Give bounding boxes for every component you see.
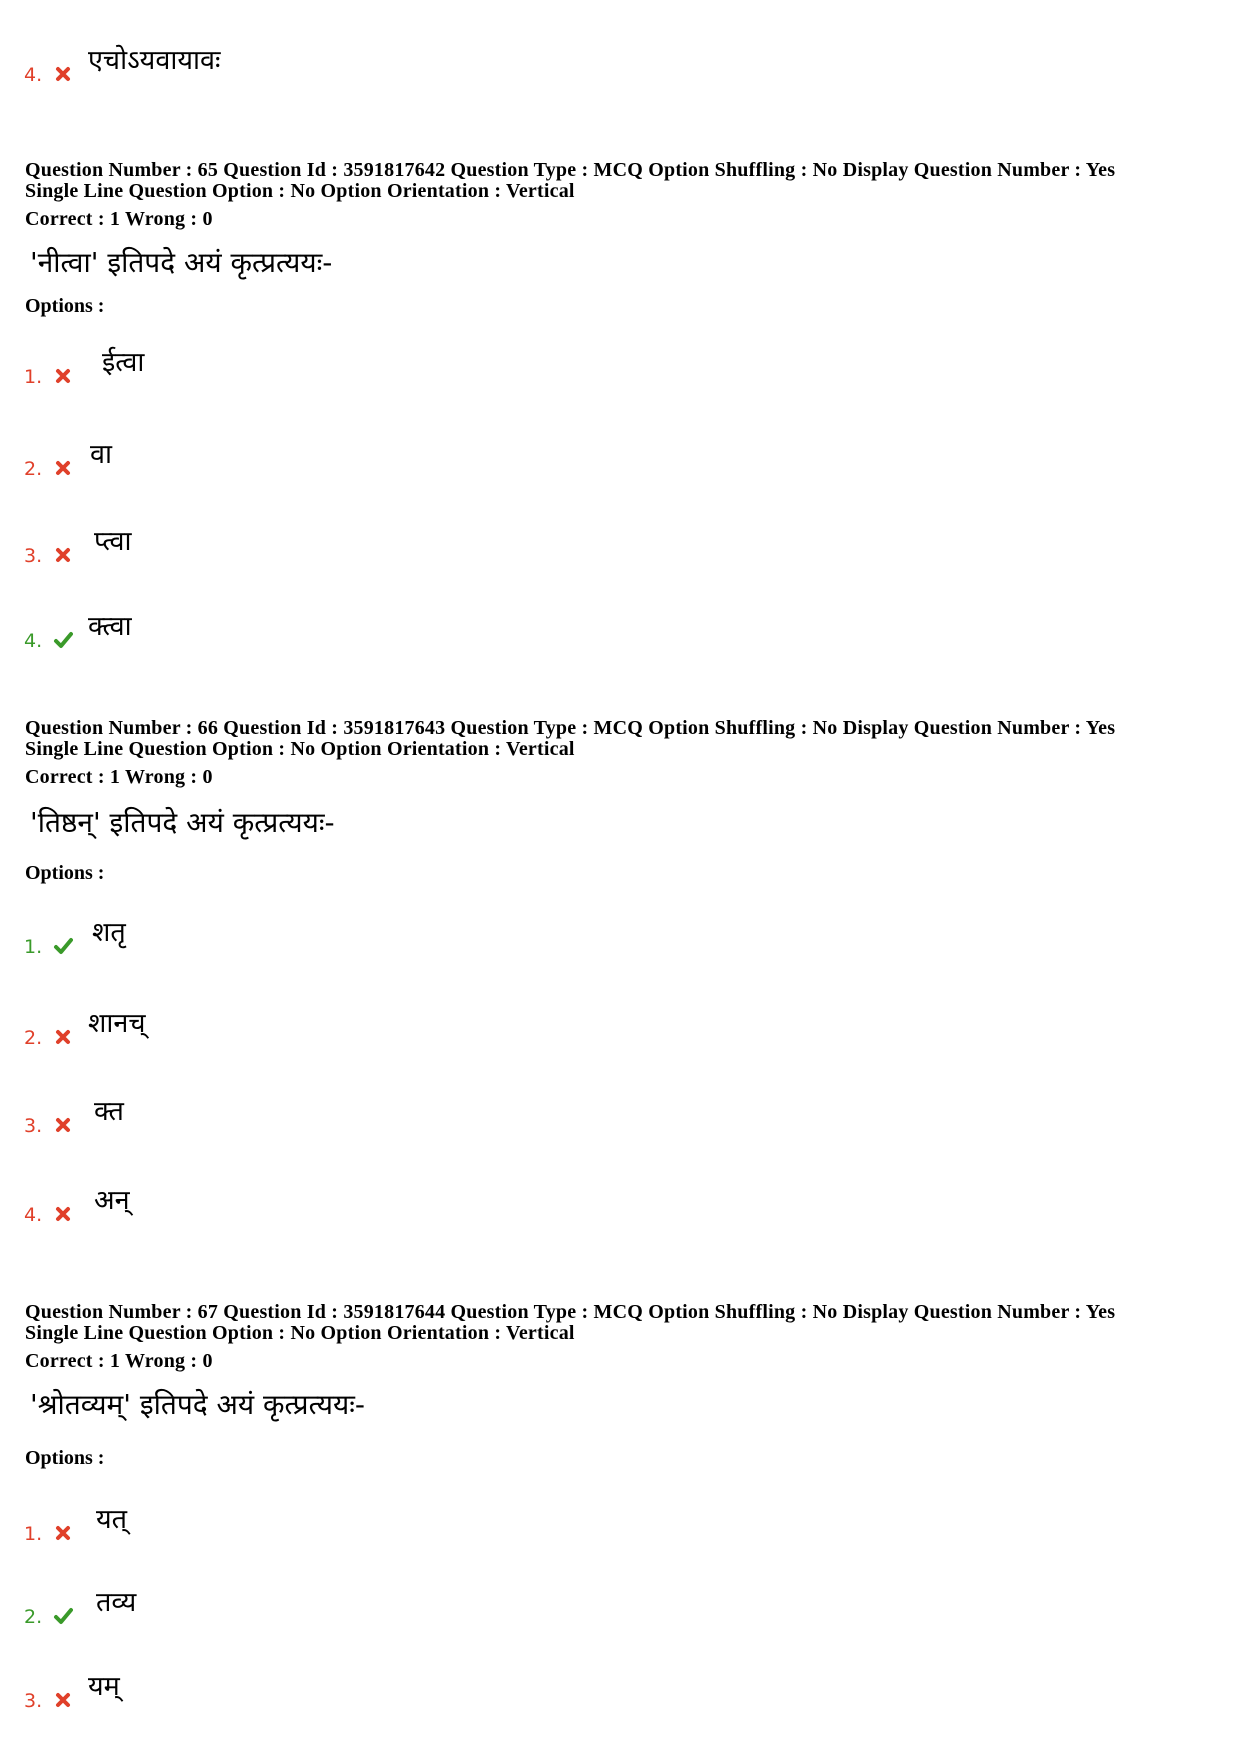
question-meta-line: Question Number : 66 Question Id : 3591817643 Question Type : MCQ Option Shuffling : No Display Question Number : Yes xyxy=(25,717,1116,739)
option-item xyxy=(24,1672,424,1722)
cross-icon xyxy=(53,64,73,84)
option-item xyxy=(24,1009,424,1059)
option-number: 3. xyxy=(24,1690,43,1712)
option-text: वा xyxy=(90,439,113,470)
marks-info: Correct : 1 Wrong : 0 xyxy=(25,766,213,788)
option-item xyxy=(24,527,424,577)
question-meta-line: Single Line Question Option : No Option Orientation : Vertical xyxy=(25,738,575,760)
checkmark-icon xyxy=(53,936,73,956)
option-text: क्त xyxy=(94,1096,124,1127)
options-label: Options : xyxy=(25,1447,105,1469)
option-number: 1. xyxy=(24,1523,43,1545)
checkmark-icon xyxy=(53,630,73,650)
option-number: 1. xyxy=(24,936,43,958)
option-text: एचोऽयवायावः xyxy=(88,45,221,76)
option-item xyxy=(24,1097,424,1147)
question-meta-line: Single Line Question Option : No Option Orientation : Vertical xyxy=(25,1322,575,1344)
option-text: यम् xyxy=(88,1671,120,1702)
option-text: तव्य xyxy=(96,1587,137,1618)
options-label: Options : xyxy=(25,862,105,884)
question-meta-line: Single Line Question Option : No Option Orientation : Vertical xyxy=(25,180,575,202)
option-text: यत् xyxy=(96,1504,128,1535)
cross-icon xyxy=(53,545,73,565)
option-number: 4. xyxy=(24,64,43,86)
marks-info: Correct : 1 Wrong : 0 xyxy=(25,208,213,230)
cross-icon xyxy=(53,1204,73,1224)
option-number: 4. xyxy=(24,630,43,652)
options-label: Options : xyxy=(25,295,105,317)
option-item xyxy=(24,440,424,490)
cross-icon xyxy=(53,1690,73,1710)
checkmark-icon xyxy=(53,1606,73,1626)
option-text: शानच् xyxy=(88,1008,146,1039)
option-number: 4. xyxy=(24,1204,43,1226)
option-item xyxy=(24,1588,424,1638)
option-item xyxy=(24,46,424,96)
marks-info: Correct : 1 Wrong : 0 xyxy=(25,1350,213,1372)
option-text: प्त्वा xyxy=(94,526,132,557)
option-item xyxy=(24,612,424,662)
question-text: 'नीत्वा' इतिपदे अयं कृत्प्रत्ययः- xyxy=(30,246,333,279)
cross-icon xyxy=(53,1115,73,1135)
cross-icon xyxy=(53,458,73,478)
option-text: क्त्वा xyxy=(88,611,132,642)
option-item xyxy=(24,918,424,968)
option-item xyxy=(24,1186,424,1236)
option-number: 3. xyxy=(24,545,43,567)
option-item xyxy=(24,348,424,398)
option-number: 2. xyxy=(24,458,43,480)
option-text: शतृ xyxy=(92,917,126,948)
option-number: 2. xyxy=(24,1606,43,1628)
option-text: अन् xyxy=(94,1185,130,1216)
option-item xyxy=(24,1505,424,1555)
question-text: 'तिष्ठन्' इतिपदे अयं कृत्प्रत्ययः- xyxy=(30,806,335,839)
option-number: 3. xyxy=(24,1115,43,1137)
cross-icon xyxy=(53,366,73,386)
question-text: 'श्रोतव्यम्' इतिपदे अयं कृत्प्रत्ययः- xyxy=(30,1388,365,1421)
question-meta-line: Question Number : 65 Question Id : 3591817642 Question Type : MCQ Option Shuffling : No Display Question Number : Yes xyxy=(25,159,1116,181)
cross-icon xyxy=(53,1523,73,1543)
option-number: 1. xyxy=(24,366,43,388)
option-text: ईत्वा xyxy=(102,347,145,378)
cross-icon xyxy=(53,1027,73,1047)
question-meta-line: Question Number : 67 Question Id : 3591817644 Question Type : MCQ Option Shuffling : No Display Question Number : Yes xyxy=(25,1301,1116,1323)
option-number: 2. xyxy=(24,1027,43,1049)
